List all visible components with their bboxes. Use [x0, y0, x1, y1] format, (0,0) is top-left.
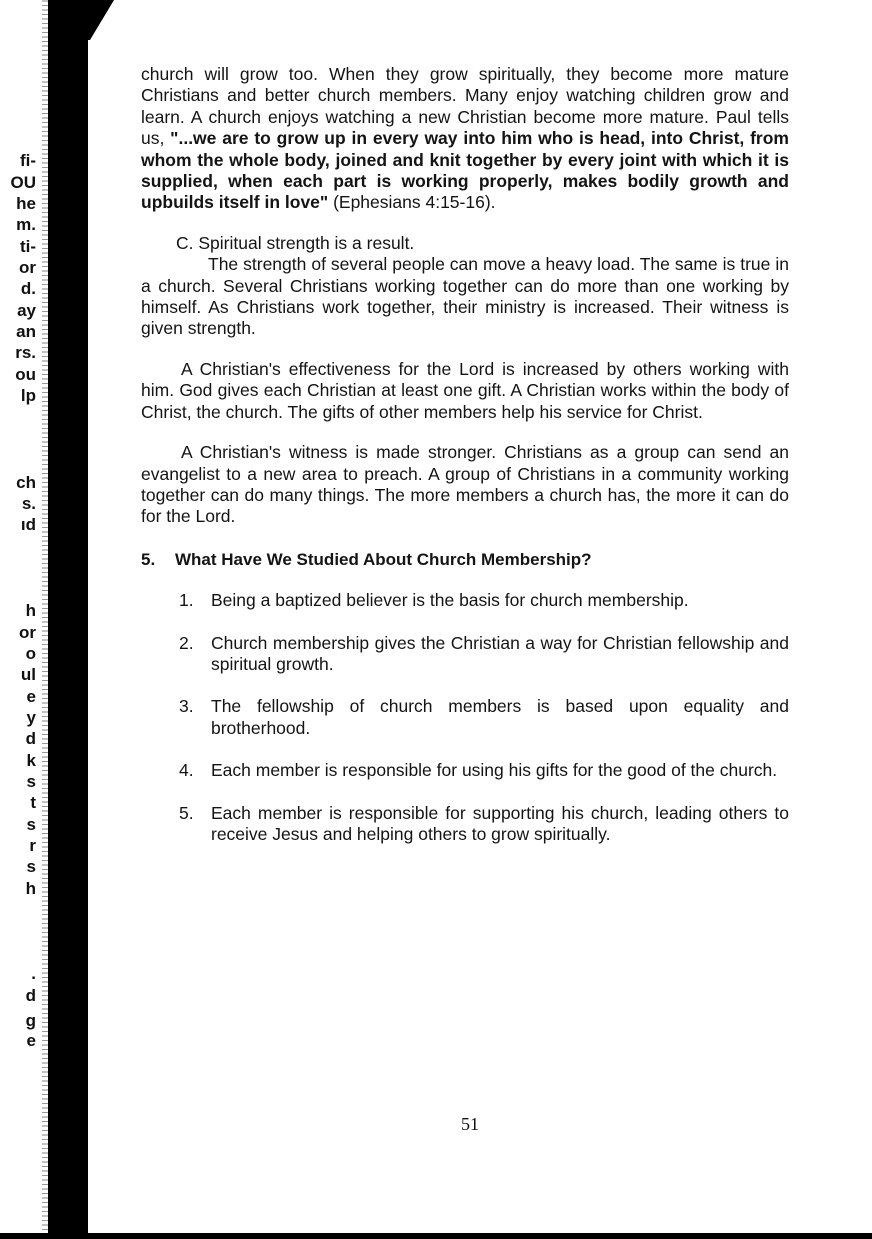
- facing-fragment: o: [25, 644, 36, 663]
- section-number: 5.: [141, 549, 156, 569]
- facing-fragment: d: [25, 729, 36, 748]
- facing-fragment: k: [26, 751, 36, 770]
- list-item: [141, 696, 789, 739]
- facing-fragment: rs.: [15, 343, 36, 362]
- section-title: What Have We Studied About Church Membership?: [175, 549, 592, 569]
- list-item-text: Being a baptized believer is the basis for church membership.: [211, 590, 689, 611]
- facing-fragment: e: [26, 1031, 36, 1050]
- scripture-citation: (Ephesians 4:15-16).: [328, 192, 496, 213]
- facing-fragment: or: [19, 623, 36, 642]
- facing-fragment: m.: [16, 215, 36, 234]
- facing-fragment: y: [26, 708, 36, 727]
- intro-paragraph: [141, 64, 789, 214]
- facing-fragment: fi-: [19, 151, 36, 170]
- facing-fragment: g: [25, 1011, 36, 1030]
- facing-fragment: ch: [16, 473, 36, 492]
- scan-bottom-border: [0, 1233, 872, 1239]
- page-number: 51: [461, 1114, 479, 1134]
- facing-fragment: s.: [21, 494, 36, 513]
- book-binding-gutter: [48, 0, 88, 1239]
- effectiveness-paragraph: A Christian's effectiveness for the Lord is increased by others working with him. God gives each Christian at least one gift. A Christian works within the body of Christ, the church. The gifts of other members help his service for Christ.: [141, 358, 789, 422]
- facing-fragment: ou: [15, 365, 36, 384]
- facing-fragment: lp: [20, 386, 36, 405]
- facing-fragment: t: [30, 793, 36, 812]
- facing-fragment: h: [25, 601, 36, 620]
- list-item-number: 5.: [179, 802, 194, 823]
- facing-fragment: .: [31, 964, 36, 983]
- list-item: [141, 590, 789, 611]
- facing-fragment: h: [25, 879, 36, 898]
- facing-fragment: r: [29, 836, 36, 855]
- list-item: [141, 803, 789, 846]
- list-item-text: Each member is responsible for using his gifts for the good of the church.: [211, 760, 778, 781]
- facing-fragment: s: [26, 815, 36, 834]
- summary-list: [141, 590, 789, 845]
- scripture-quote: "...we are to grow up in every way into him who is head, into Christ, from whom the whole body, joined and knit together by every joint with which it is supplied, when each part is working properly, makes bodily growth and upbuilds itself in love": [141, 128, 789, 213]
- list-item-number: 1.: [179, 590, 194, 611]
- list-item: [141, 633, 789, 676]
- facing-fragment: ul: [20, 665, 36, 684]
- facing-page-fragments: [0, 0, 40, 1239]
- list-item-number: 3.: [179, 696, 194, 717]
- facing-fragment: or: [19, 258, 36, 277]
- facing-fragment: d: [25, 986, 36, 1005]
- facing-fragment: OU: [10, 173, 36, 192]
- facing-fragment: ıd: [20, 515, 36, 534]
- list-item: [141, 760, 789, 781]
- list-item-number: 4.: [179, 760, 194, 781]
- facing-fragment: ti-: [19, 237, 36, 256]
- list-item-text: Church membership gives the Christian a way for Christian fellowship and spiritual growth.: [211, 632, 789, 674]
- witness-paragraph: A Christian's witness is made stronger. Christians as a group can send an evangelist to a new area to preach. A group of Christians in a community working together can do many things. The more members a church has, the more it can do for the Lord.: [141, 442, 789, 527]
- facing-fragment: d.: [20, 279, 36, 298]
- facing-fragment: he: [16, 194, 36, 213]
- facing-fragment: an: [16, 322, 36, 341]
- list-item-text: The fellowship of church members is based upon equality and brotherhood.: [211, 696, 789, 738]
- intro-text: church will grow too. When they grow spiritually, they become more mature Christians and better church members. Many enjoy watching children grow and learn. A church enjoys watching a new Christian become more mature. Paul tells us,: [141, 64, 789, 149]
- section-5-heading: [141, 549, 789, 570]
- list-item-number: 2.: [179, 632, 194, 653]
- subsection-c-paragraph: The strength of several people can move a heavy load. The same is true in a church. Several Christians working together can do more than one working by himself. As Christians work together, their ministry is increased. Their witness is given strength.: [141, 254, 789, 339]
- facing-fragment: e: [26, 687, 36, 706]
- facing-fragment: s: [26, 772, 36, 791]
- list-item-text: Each member is responsible for supporting his church, leading others to receive Jesus and helping others to grow spiritually.: [211, 802, 789, 844]
- binding-gutter-curve: [84, 0, 114, 40]
- facing-fragment: s: [26, 857, 36, 876]
- subsection-c-heading: C. Spiritual strength is a result.: [176, 232, 415, 253]
- facing-fragment: ay: [17, 301, 36, 320]
- page-body: [141, 64, 789, 866]
